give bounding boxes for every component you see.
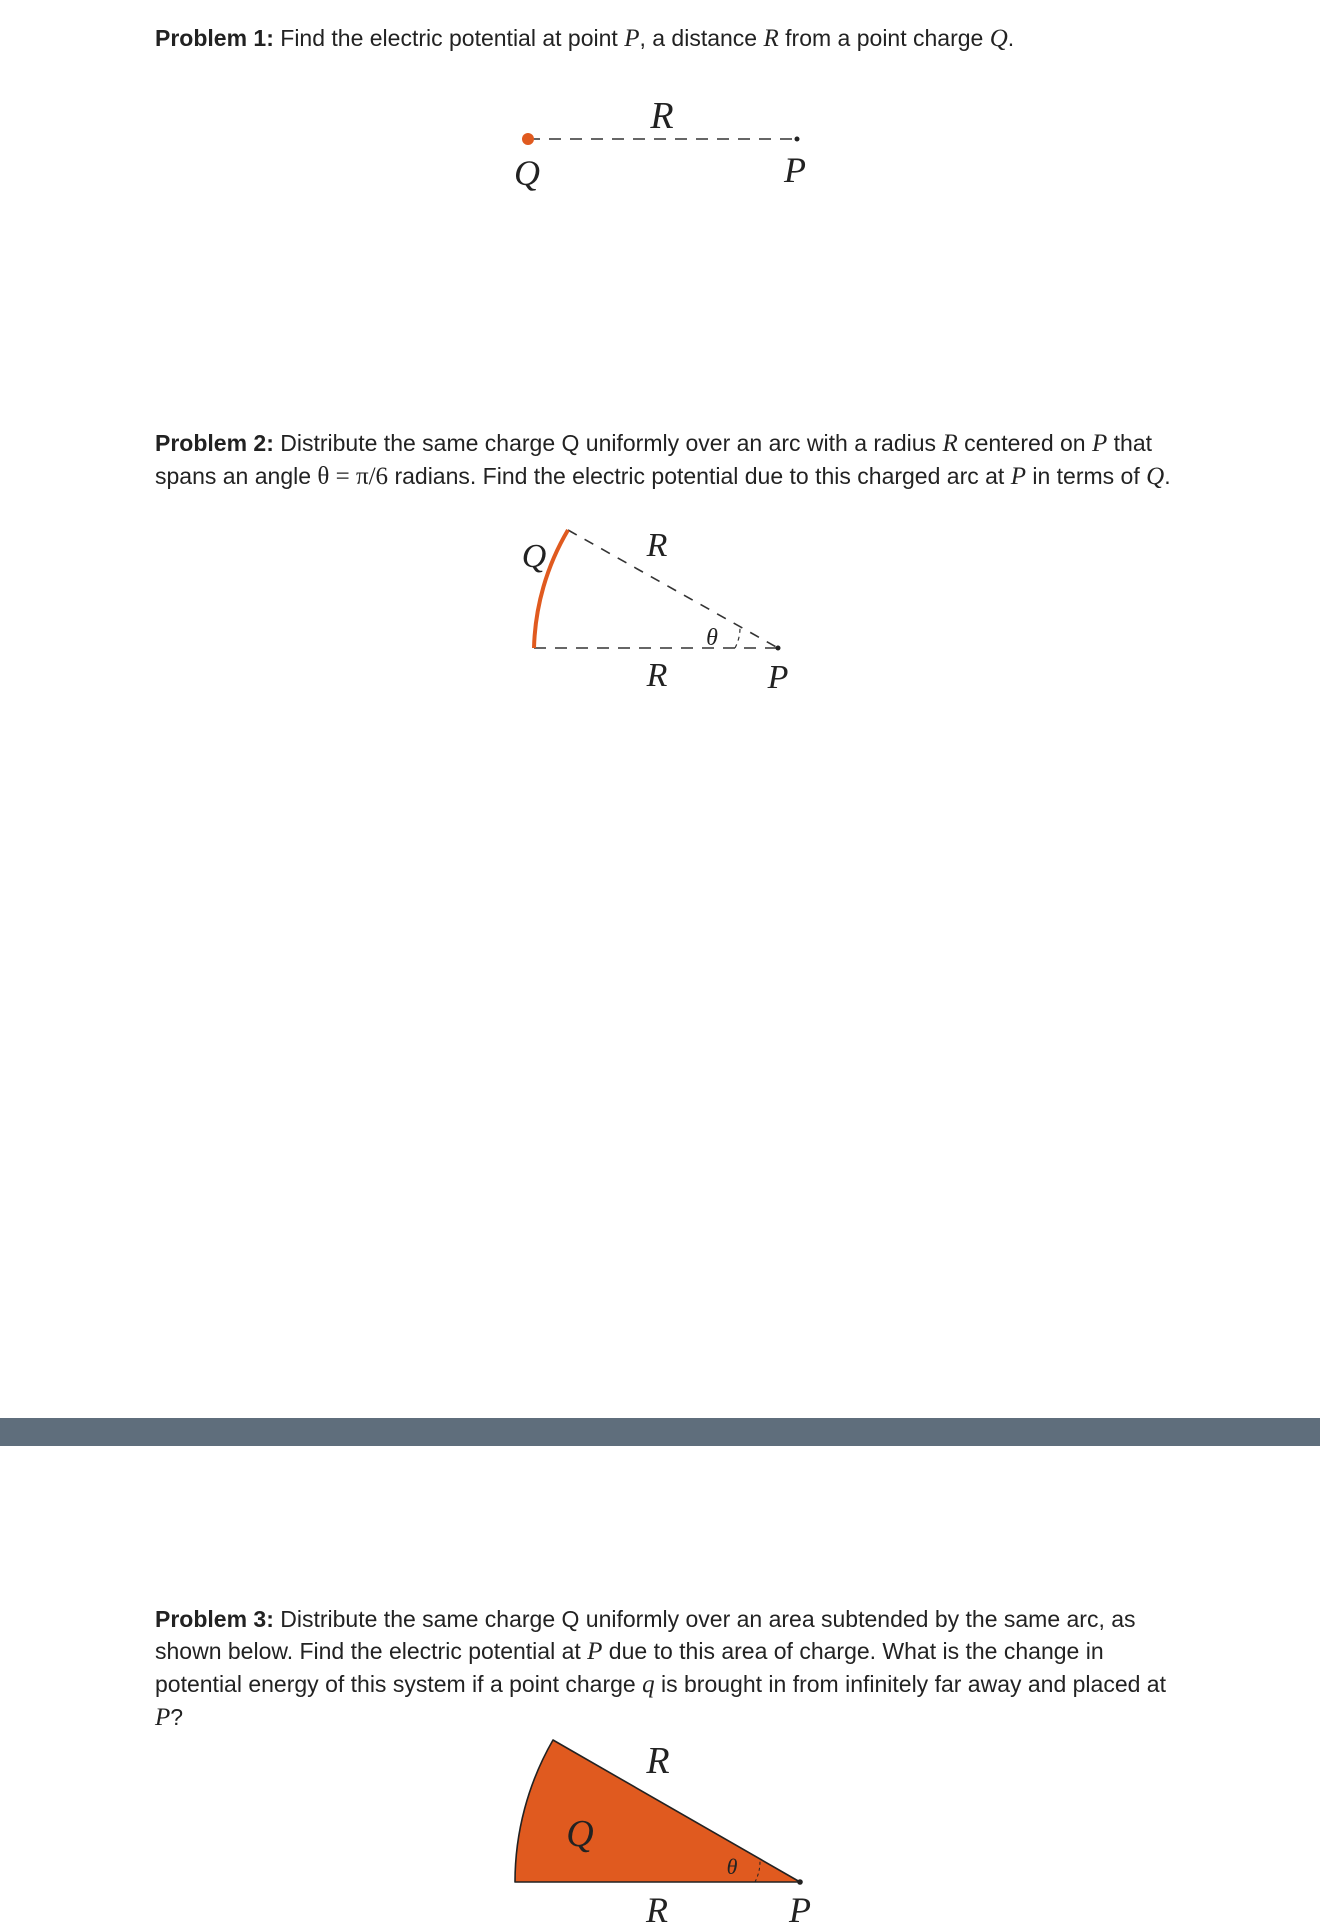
label-r-top: R xyxy=(646,1740,670,1782)
label-theta: θ xyxy=(726,1854,738,1879)
problem-1-heading: Problem 1: xyxy=(155,25,274,51)
label-theta: θ xyxy=(706,625,718,651)
problem-3-text: Problem 3: Distribute the same charge Q uniformly over an area subtended by the same arc, as shown below. Find the electric potential at P due to this area of charge. What is the change in potential energy of this system if a point charge q is brought in from infinitely far away and placed at P? xyxy=(155,1606,1166,1731)
label-p: P xyxy=(789,1890,811,1922)
label-r-top: R xyxy=(646,527,668,564)
label-q: Q xyxy=(521,538,547,575)
label-q: Q xyxy=(514,153,540,193)
label-p: P xyxy=(767,659,789,696)
label-p: P xyxy=(784,150,806,190)
problem-2-heading: Problem 2: xyxy=(155,430,274,456)
label-r-bottom: R xyxy=(646,1890,668,1922)
problem-3-heading: Problem 3: xyxy=(155,1606,274,1632)
label-r-bottom: R xyxy=(646,657,668,694)
problem-2-text: Problem 2: Distribute the same charge Q uniformly over an arc with a radius R centered on P that spans an angle θ = π/6 radians. Find the electric potential due to this charged arc at P in terms of Q. xyxy=(155,430,1171,490)
point-p-dot xyxy=(797,1879,803,1885)
problem-1-text: Problem 1: Find the electric potential at point P, a distance R from a point charge Q. xyxy=(155,25,1015,52)
label-q: Q xyxy=(566,1813,594,1855)
label-r: R xyxy=(650,95,674,137)
